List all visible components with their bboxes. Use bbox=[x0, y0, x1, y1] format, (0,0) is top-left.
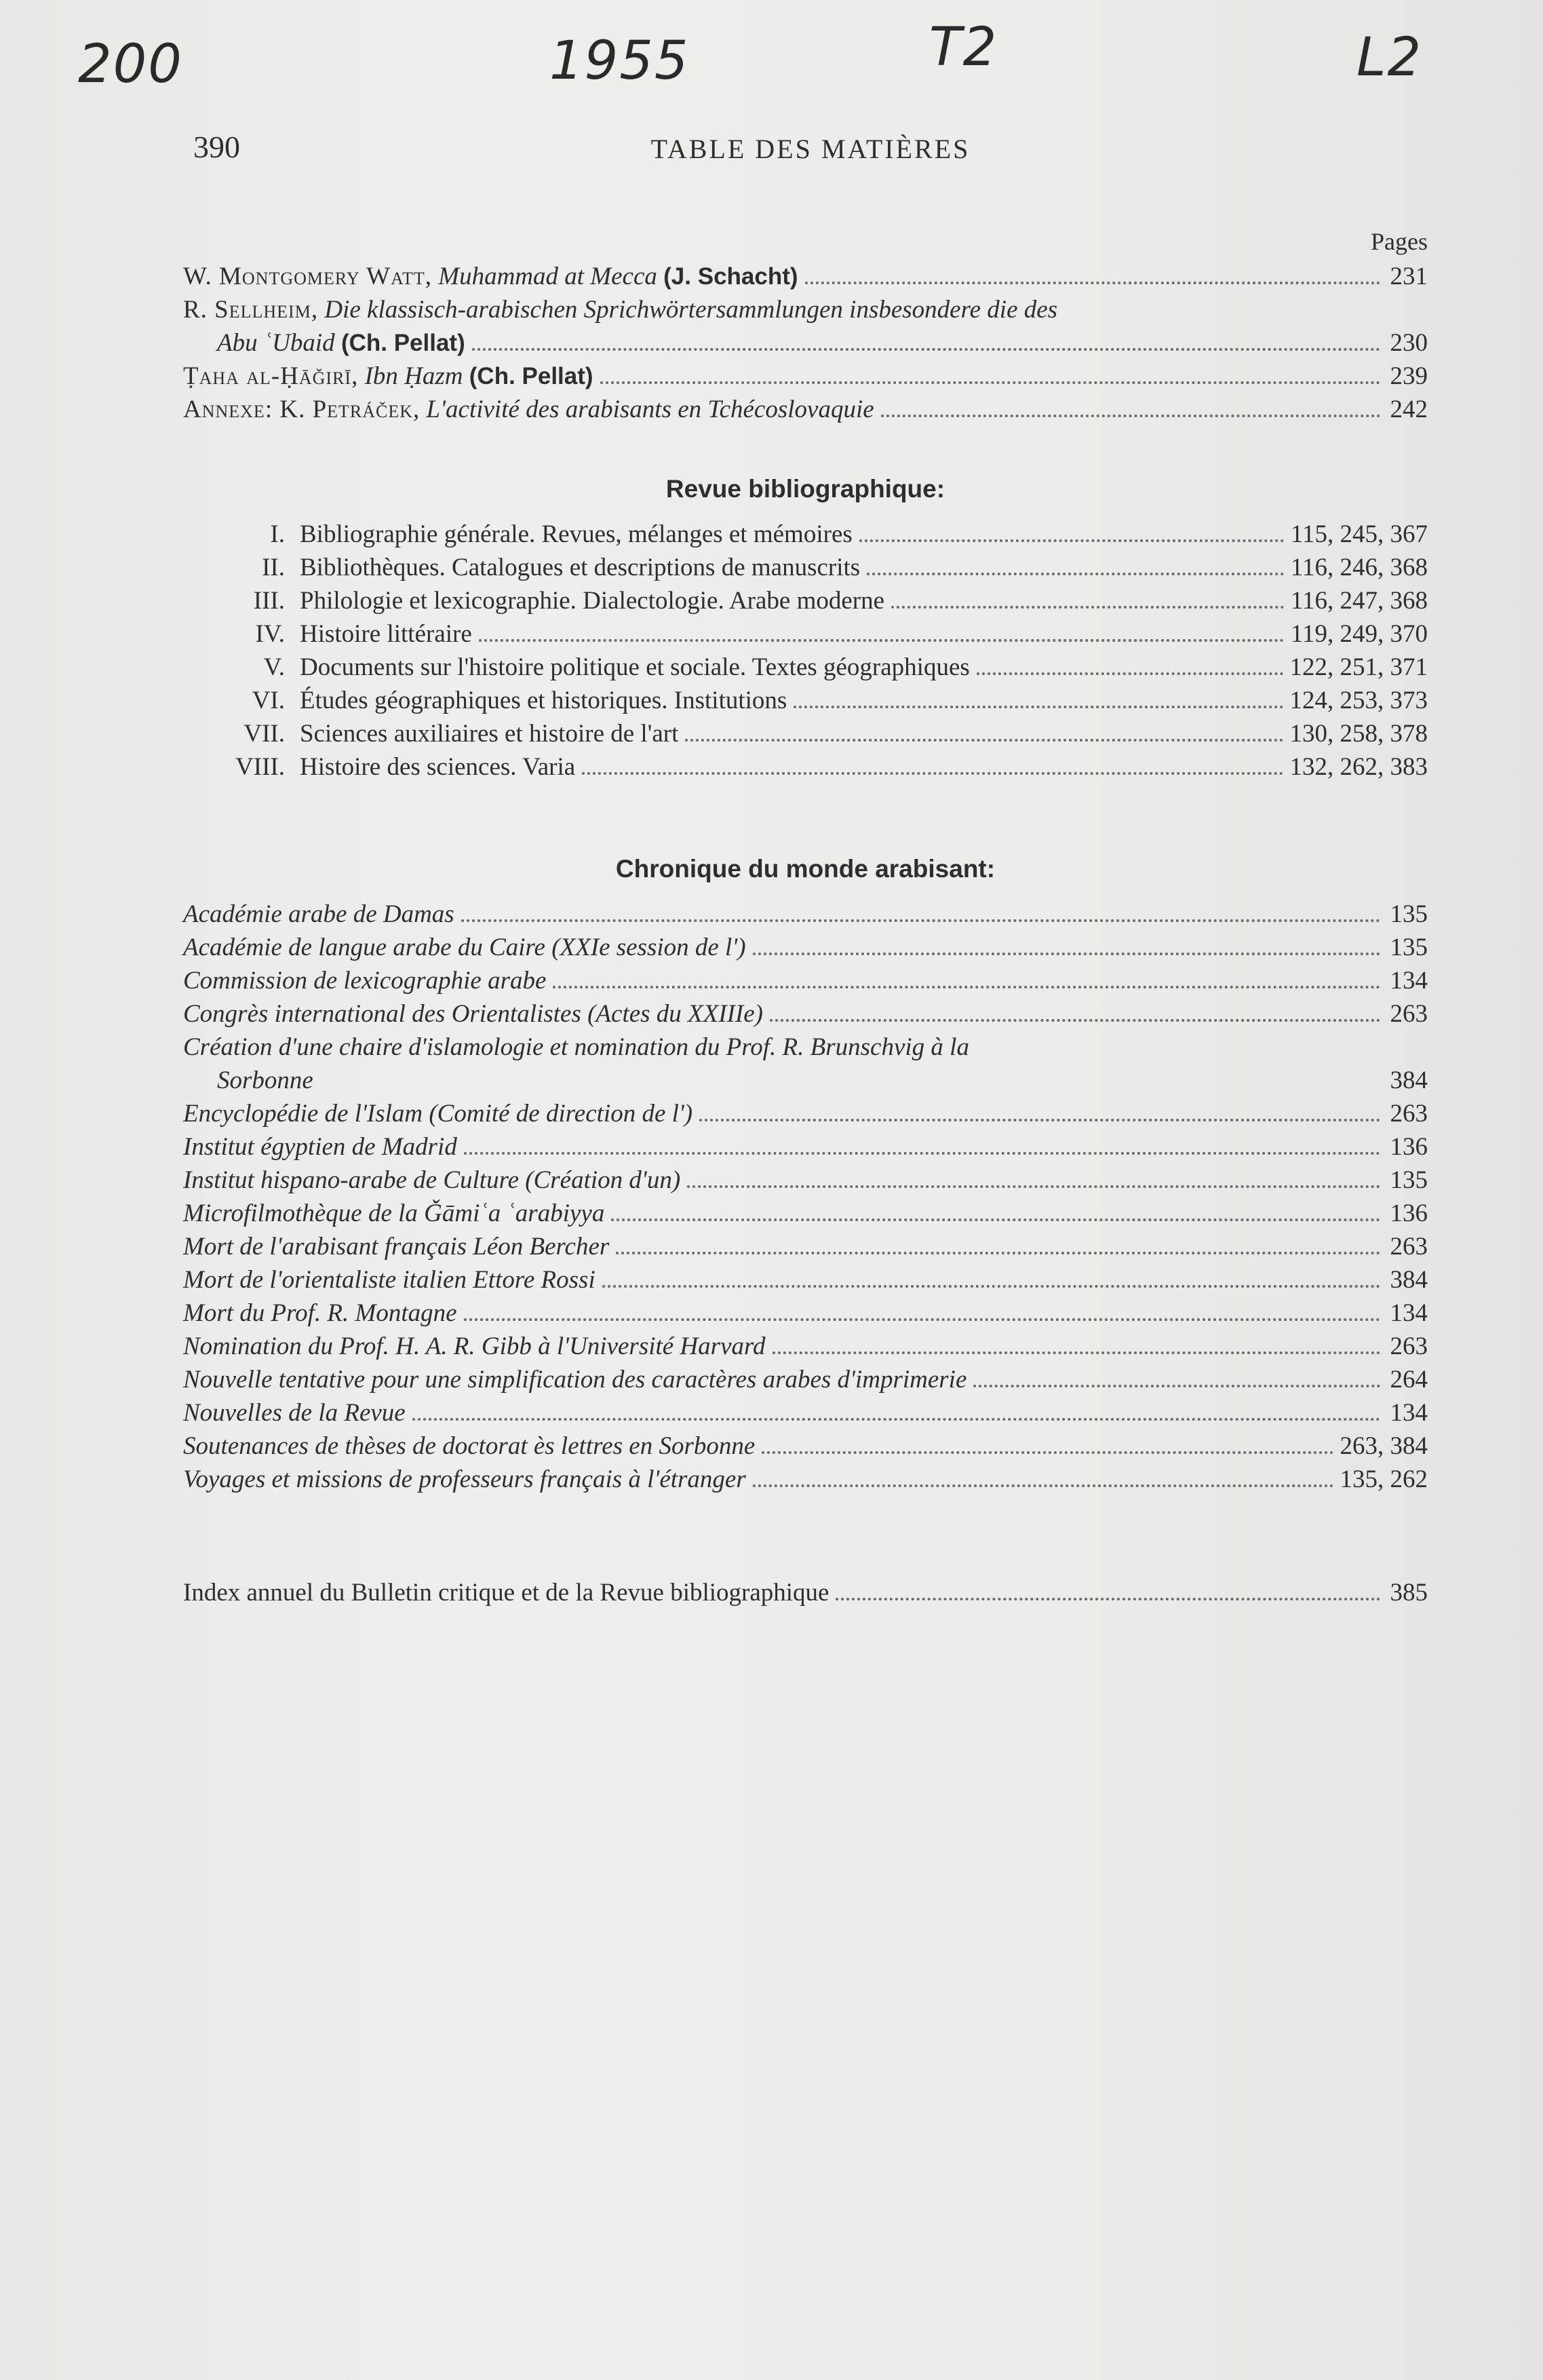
chronique-item bbox=[183, 1228, 1428, 1261]
chronique-item bbox=[183, 896, 1428, 929]
reviews-list bbox=[183, 258, 1428, 424]
revue-item-label: Philologie et lexicographie. Dialectologie. Arabe moderne bbox=[300, 587, 885, 615]
dot-leader bbox=[461, 919, 1380, 922]
toc-entry bbox=[183, 258, 1428, 291]
entry-page: 239 bbox=[1390, 362, 1428, 390]
chronique-item-label: Mort de l'arabisant français Léon Bercher bbox=[183, 1233, 610, 1261]
dot-leader bbox=[616, 1252, 1380, 1254]
chronique-item-label: Microfilmothèque de la Ǧāmiʿa ʿarabiyya bbox=[183, 1199, 605, 1227]
dot-leader bbox=[479, 639, 1284, 642]
index-entry bbox=[183, 1574, 1428, 1607]
chronique-item bbox=[183, 1261, 1428, 1294]
chronique-item-label: Commission de lexicographie arabe bbox=[183, 967, 547, 995]
index-page: 385 bbox=[1390, 1579, 1428, 1607]
revue-item-number: VI. bbox=[252, 687, 285, 714]
revue-item-pages: 115, 245, 367 bbox=[1290, 520, 1428, 548]
revue-item bbox=[183, 615, 1428, 649]
dot-leader bbox=[973, 1385, 1380, 1387]
chronique-item-label: Académie arabe de Damas bbox=[183, 900, 454, 928]
entry-title: Muhammad at Mecca bbox=[438, 263, 657, 290]
entry-page: 231 bbox=[1390, 263, 1428, 290]
toc-entry bbox=[183, 358, 1428, 391]
toc-entry-continuation bbox=[183, 324, 1428, 358]
entry-author: Annexe: K. Petráček, bbox=[183, 396, 421, 423]
entry-reviewer: (Ch. Pellat) bbox=[469, 363, 593, 389]
dot-leader bbox=[977, 672, 1283, 675]
dot-leader bbox=[773, 1351, 1380, 1354]
dot-leader bbox=[582, 772, 1283, 775]
entry-title: Ibn Ḥazm bbox=[364, 362, 463, 390]
revue-bibliographique-section bbox=[183, 475, 1428, 782]
entry-author: R. Sellheim, bbox=[183, 296, 319, 324]
chronique-item-page: 134 bbox=[1390, 1399, 1428, 1427]
revue-item bbox=[183, 582, 1428, 615]
index-label: Index annuel du Bulletin critique et de la Revue bibliographique bbox=[183, 1579, 829, 1607]
chronique-item-label: Académie de langue arabe du Caire (XXIe session de l') bbox=[183, 934, 746, 961]
revue-item-label: Sciences auxiliaires et histoire de l'art bbox=[300, 720, 679, 748]
dot-leader bbox=[685, 739, 1283, 742]
chronique-section bbox=[183, 855, 1428, 1494]
dot-leader bbox=[859, 539, 1284, 542]
chronique-item bbox=[183, 1294, 1428, 1328]
chronique-item-label: Nouvelle tentative pour une simplification des caractères arabes d'imprimerie bbox=[183, 1366, 967, 1394]
chronique-item bbox=[183, 1095, 1428, 1128]
chronique-item-page: 263, 384 bbox=[1340, 1432, 1428, 1460]
dot-leader bbox=[805, 282, 1380, 284]
page-number: 390 bbox=[193, 130, 240, 164]
revue-list bbox=[183, 516, 1428, 782]
chronique-item bbox=[183, 1461, 1428, 1494]
dot-leader bbox=[464, 1152, 1380, 1155]
chronique-item-label: Nomination du Prof. H. A. R. Gibb à l'Université Harvard bbox=[183, 1332, 766, 1360]
handwritten-year: 1955 bbox=[549, 31, 690, 92]
chronique-item bbox=[183, 1328, 1428, 1361]
chronique-item-page: 134 bbox=[1390, 967, 1428, 995]
revue-item bbox=[183, 516, 1428, 549]
revue-item bbox=[183, 682, 1428, 715]
dot-leader bbox=[881, 415, 1380, 417]
chronique-item-page: 136 bbox=[1390, 1199, 1428, 1227]
page-header bbox=[193, 129, 1428, 176]
revue-item-label: Bibliographie générale. Revues, mélanges et mémoires bbox=[300, 520, 853, 548]
chronique-item-page: 135 bbox=[1390, 1166, 1428, 1194]
entry-title: L'activité des arabisants en Tchécoslovaquie bbox=[426, 396, 874, 423]
revue-item-pages: 116, 247, 368 bbox=[1290, 587, 1428, 615]
dot-leader bbox=[611, 1218, 1380, 1221]
entry-author: W. Montgomery Watt, bbox=[183, 263, 433, 290]
entry-author: Ṭaha al-Ḥāǧirī, bbox=[183, 362, 359, 390]
chronique-item-label: Mort de l'orientaliste italien Ettore Rossi bbox=[183, 1266, 595, 1294]
revue-item-pages: 124, 253, 373 bbox=[1289, 687, 1428, 714]
dot-leader bbox=[600, 381, 1380, 384]
section-heading: Revue bibliographique: bbox=[665, 475, 945, 503]
chronique-item bbox=[183, 995, 1428, 1029]
chronique-item-page: 263 bbox=[1390, 1332, 1428, 1360]
dot-leader bbox=[699, 1119, 1380, 1121]
revue-item-number: II. bbox=[262, 554, 285, 581]
revue-item-pages: 122, 251, 371 bbox=[1289, 653, 1428, 681]
dot-leader bbox=[770, 1019, 1380, 1022]
chronique-item-page: 263 bbox=[1390, 1233, 1428, 1261]
chronique-item-label: Institut hispano-arabe de Culture (Création d'un) bbox=[183, 1166, 681, 1194]
entry-page: 230 bbox=[1390, 329, 1428, 357]
revue-item-number: VIII. bbox=[235, 753, 285, 781]
dot-leader bbox=[687, 1185, 1380, 1188]
revue-item bbox=[183, 549, 1428, 582]
revue-item-number: III. bbox=[253, 587, 285, 615]
chronique-item-label: Création d'une chaire d'islamologie et nomination du Prof. R. Brunschvig à la bbox=[183, 1033, 969, 1061]
dot-leader bbox=[753, 953, 1380, 955]
dot-leader bbox=[867, 573, 1284, 575]
chronique-item-label: Nouvelles de la Revue bbox=[183, 1399, 406, 1427]
entry-page: 242 bbox=[1390, 396, 1428, 423]
chronique-item bbox=[183, 1029, 1428, 1062]
chronique-item-label: Congrès international des Orientalistes (Actes du XXIIIe) bbox=[183, 1000, 763, 1028]
dot-leader bbox=[836, 1598, 1380, 1600]
revue-item-label: Histoire des sciences. Varia bbox=[300, 753, 576, 781]
toc-entry bbox=[183, 391, 1428, 424]
chronique-item-page: 263 bbox=[1390, 1100, 1428, 1128]
chronique-item bbox=[183, 1394, 1428, 1427]
revue-item-number: I. bbox=[270, 520, 285, 548]
revue-item-label: Études géographiques et historiques. Institutions bbox=[300, 687, 787, 714]
chronique-item-page: 135 bbox=[1390, 934, 1428, 961]
pages-column-label: Pages bbox=[1371, 228, 1428, 255]
dot-leader bbox=[412, 1418, 1380, 1421]
revue-item bbox=[183, 649, 1428, 682]
revue-item-pages: 132, 262, 383 bbox=[1289, 753, 1428, 781]
revue-item-number: IV. bbox=[255, 620, 285, 648]
dot-leader bbox=[602, 1285, 1380, 1288]
chronique-item bbox=[183, 929, 1428, 962]
chronique-item-label-cont: Sorbonne bbox=[217, 1067, 313, 1094]
revue-item-label: Histoire littéraire bbox=[300, 620, 472, 648]
section-heading: Chronique du monde arabisant: bbox=[615, 855, 996, 883]
revue-item-label: Documents sur l'histoire politique et sociale. Textes géographiques bbox=[300, 653, 970, 681]
chronique-item-page: 135, 262 bbox=[1340, 1465, 1428, 1493]
chronique-item bbox=[183, 1361, 1428, 1394]
revue-item-pages: 119, 249, 370 bbox=[1290, 620, 1428, 648]
dot-leader bbox=[891, 606, 1284, 609]
chronique-item bbox=[183, 1427, 1428, 1461]
dot-leader bbox=[794, 706, 1283, 708]
chronique-item bbox=[183, 962, 1428, 995]
chronique-list bbox=[183, 896, 1428, 1494]
dot-leader bbox=[762, 1451, 1333, 1454]
revue-item-pages: 130, 258, 378 bbox=[1289, 720, 1428, 748]
chronique-item-continuation bbox=[183, 1062, 1428, 1095]
revue-item-number: VII. bbox=[243, 720, 285, 748]
entry-reviewer: (J. Schacht) bbox=[663, 263, 798, 290]
dot-leader bbox=[464, 1318, 1380, 1321]
chronique-item-page: 263 bbox=[1390, 1000, 1428, 1028]
handwritten-number: 200 bbox=[78, 34, 183, 95]
chronique-item-page: 136 bbox=[1390, 1133, 1428, 1161]
chronique-item-page: 135 bbox=[1390, 900, 1428, 928]
chronique-item bbox=[183, 1195, 1428, 1228]
entry-reviewer: (Ch. Pellat) bbox=[340, 330, 465, 356]
chronique-item bbox=[183, 1162, 1428, 1195]
running-title: TABLE DES MATIÈRES bbox=[650, 134, 971, 164]
dot-leader bbox=[472, 348, 1380, 351]
entry-title-cont: Abu ʿUbaid bbox=[217, 329, 335, 357]
dot-leader bbox=[753, 1484, 1333, 1487]
chronique-item-page: 384 bbox=[1390, 1067, 1428, 1094]
revue-item-pages: 116, 246, 368 bbox=[1290, 554, 1428, 581]
chronique-item-label: Soutenances de thèses de doctorat ès lettres en Sorbonne bbox=[183, 1432, 756, 1460]
revue-item bbox=[183, 715, 1428, 748]
revue-item-label: Bibliothèques. Catalogues et descriptions de manuscrits bbox=[300, 554, 861, 581]
chronique-item bbox=[183, 1128, 1428, 1162]
chronique-item-page: 384 bbox=[1390, 1266, 1428, 1294]
spacer bbox=[320, 1086, 1380, 1088]
toc-entry bbox=[183, 291, 1428, 324]
entry-title: Die klassisch-arabischen Sprichwörtersammlungen insbesondere die des bbox=[324, 296, 1058, 324]
handwritten-code: L2 bbox=[1356, 27, 1423, 88]
chronique-item-label: Institut égyptien de Madrid bbox=[183, 1133, 457, 1161]
dot-leader bbox=[553, 986, 1380, 989]
chronique-item-label: Voyages et missions de professeurs français à l'étranger bbox=[183, 1465, 746, 1493]
chronique-item-page: 134 bbox=[1390, 1299, 1428, 1327]
chronique-item-label: Encyclopédie de l'Islam (Comité de direction de l') bbox=[183, 1100, 693, 1128]
handwritten-mark: T2 bbox=[929, 17, 998, 78]
revue-item bbox=[183, 748, 1428, 782]
revue-item-number: V. bbox=[263, 653, 285, 681]
chronique-item-page: 264 bbox=[1390, 1366, 1428, 1394]
chronique-item-label: Mort du Prof. R. Montagne bbox=[183, 1299, 457, 1327]
